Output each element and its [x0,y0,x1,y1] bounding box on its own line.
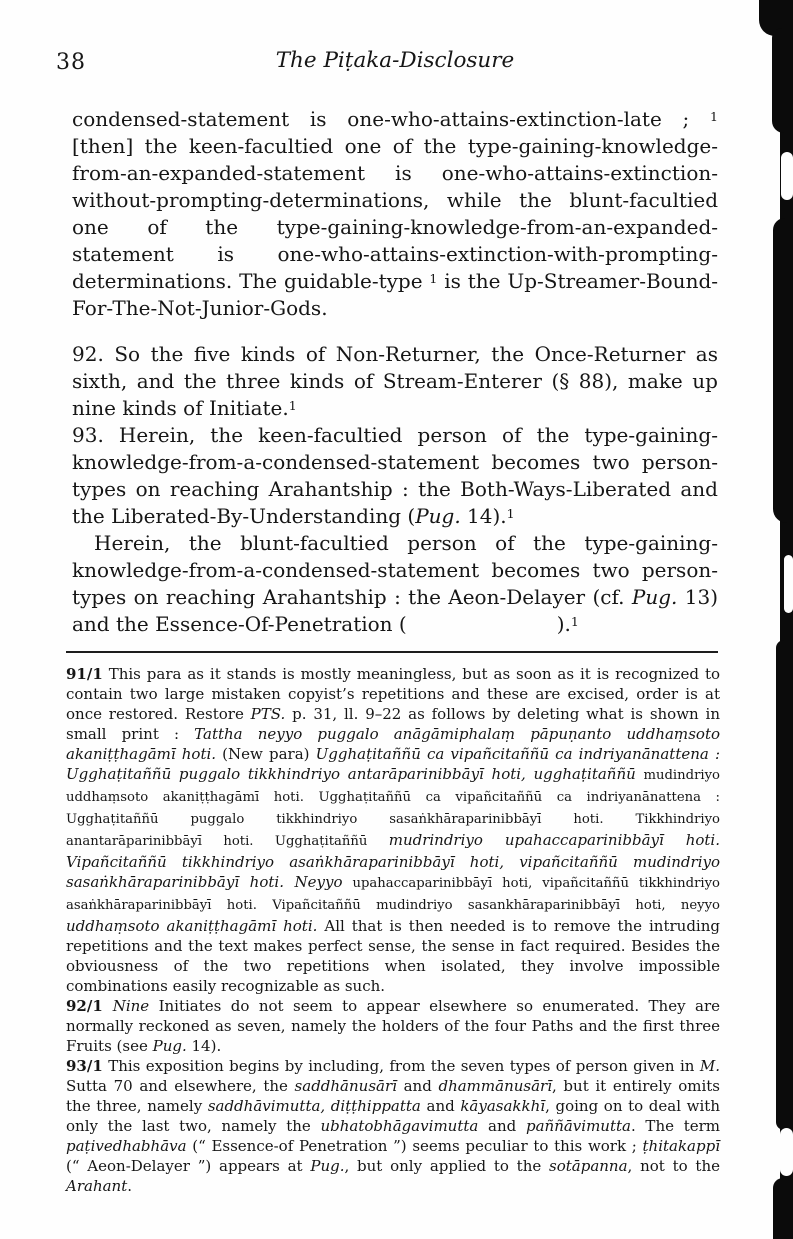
footnote-91-1: 91/1 This para as it stands is mostly meaningless, but as soon as it is recognized to contain two large mistaken copyist’s repetitions and these are excised, order is at once restored. Restore PTS. p. 31, ll. 9–22 as follows by deleting what is shown in small print : Tattha neyyo puggalo anāgāmiphalaṃ pāpuṇanto uddhaṃsoto akaniṭṭhagāmī hoti. (New para) Ugghaṭitaññū ca vipañcitaññū ca indriyanānattena : Ugghaṭitaññū puggalo tikkhindriyo antarāparinibbāyī hoti, ugghaṭitaññū mudindriyo uddhaṃsoto akaniṭṭhagāmī hoti. Ugghaṭitaññū ca vipañcitaññū ca indriyanānattena : Ugghaṭitaññū puggalo tikkhindriyo sasaṅkhāraparinibbāyī hoti. Tikkhindriyo anantarāparinibbāyī hoti. Ugghaṭitaññū mudrindriyo upahaccaparinibbāyī hoti. Vipañcitaññū tikkhindriyo asaṅkhāraparinibbāyī hoti, vipañcitaññū mudindriyo sasaṅkhāraparinibbāyī hoti. Neyyo upahaccaparinibbāyī hoti, vipañcitaññū tikkhindriyo asaṅkhāraparinibbāyī hoti. Vipañcitaññū mudindriyo sasankhāraparinibbāyī hoti, neyyo uddhaṃsoto akaniṭṭhagāmī hoti. All that is then needed is to remove the intruding repetitions and the text makes perfect sense, the sense in fact required. Besides the obviousness of the two repetitions when isolated, they involve impossible combinations easily recognizable as such. [66,665,721,995]
scan-edge-gap [780,1128,793,1176]
scan-edge-blob [772,28,793,133]
paragraph-93-continued: Herein, the blunt-facultied person of the type-gaining-knowledge-from-a-condensed-statement becomes two person-types on reaching Arahantship : the Aeon-Delayer (cf. Pug. 13) and the Essence-Of-Penetration ( ).$^1$ [72,531,718,636]
scan-edge-blob [776,640,793,1130]
footnote-separator-rule [66,651,718,653]
scan-edge-blob [773,1178,793,1239]
footnote-93-1: 93/1 This exposition begins by including, from the seven types of person given in M. Sutta 70 and elsewhere, the saddhānusārī and dhammānusārī, but it entirely omits the three, namely saddhāvimutta, diṭṭhippatta and kāyasakkhī, going on to deal with only the last two, namely the ubhatobhāgavimutta and paññāvimutta. The term paṭivedhabhāva (“ Essence-of Penetration ”) seems peculiar to this work ; ṭhitakappī (“ Aeon-Delayer ”) appears at Pug., but only applied to the sotāpanna, not to the Arahant. [66,1057,720,1195]
paragraph-continuation: condensed-statement is one-who-attains-extinction-late ; $^1$ [then] the keen-facultied one of the type-gaining-knowledge-from-an-expanded-statement is one-who-attains-extinction-without-prompting-determinations, while the blunt-facultied one of the type-gaining-knowledge-from-an-expanded-statement is one-who-attains-extinction-with-prompting-determinations. The guidable-type $^1$ is the Up-Streamer-Bound-For-The-Not-Junior-Gods. [72,107,719,320]
paragraph-92: 92. So the five kinds of Non-Returner, the Once-Returner as sixth, and the three kinds of Stream-Enterer (§ 88), make up nine kinds of Initiate.$^1$ [72,342,718,420]
scan-edge-gap [784,555,793,613]
footnote-92-1: 92/1 Nine Initiates do not seem to appear elsewhere so enumerated. They are normally reckoned as seven, namely the holders of the four Paths and the first three Fruits (see Pug. 14). [66,997,720,1055]
main-text [72,106,718,638]
page-header [56,48,718,76]
paragraph-93: 93. Herein, the keen-facultied person of the type-gaining-knowledge-from-a-condensed-statement becomes two person-types on reaching Arahantship : the Both-Ways-Liberated and the Liberated-By-Understanding (Pug. 14).$^1$ [72,423,718,528]
scan-edge-blob [773,218,793,523]
page-number: 38 [56,50,86,75]
scan-edge-gap [781,152,793,200]
footnotes-section [66,664,720,1196]
page-content [56,48,721,1196]
running-title: The Piṭaka-Disclosure [275,48,515,73]
